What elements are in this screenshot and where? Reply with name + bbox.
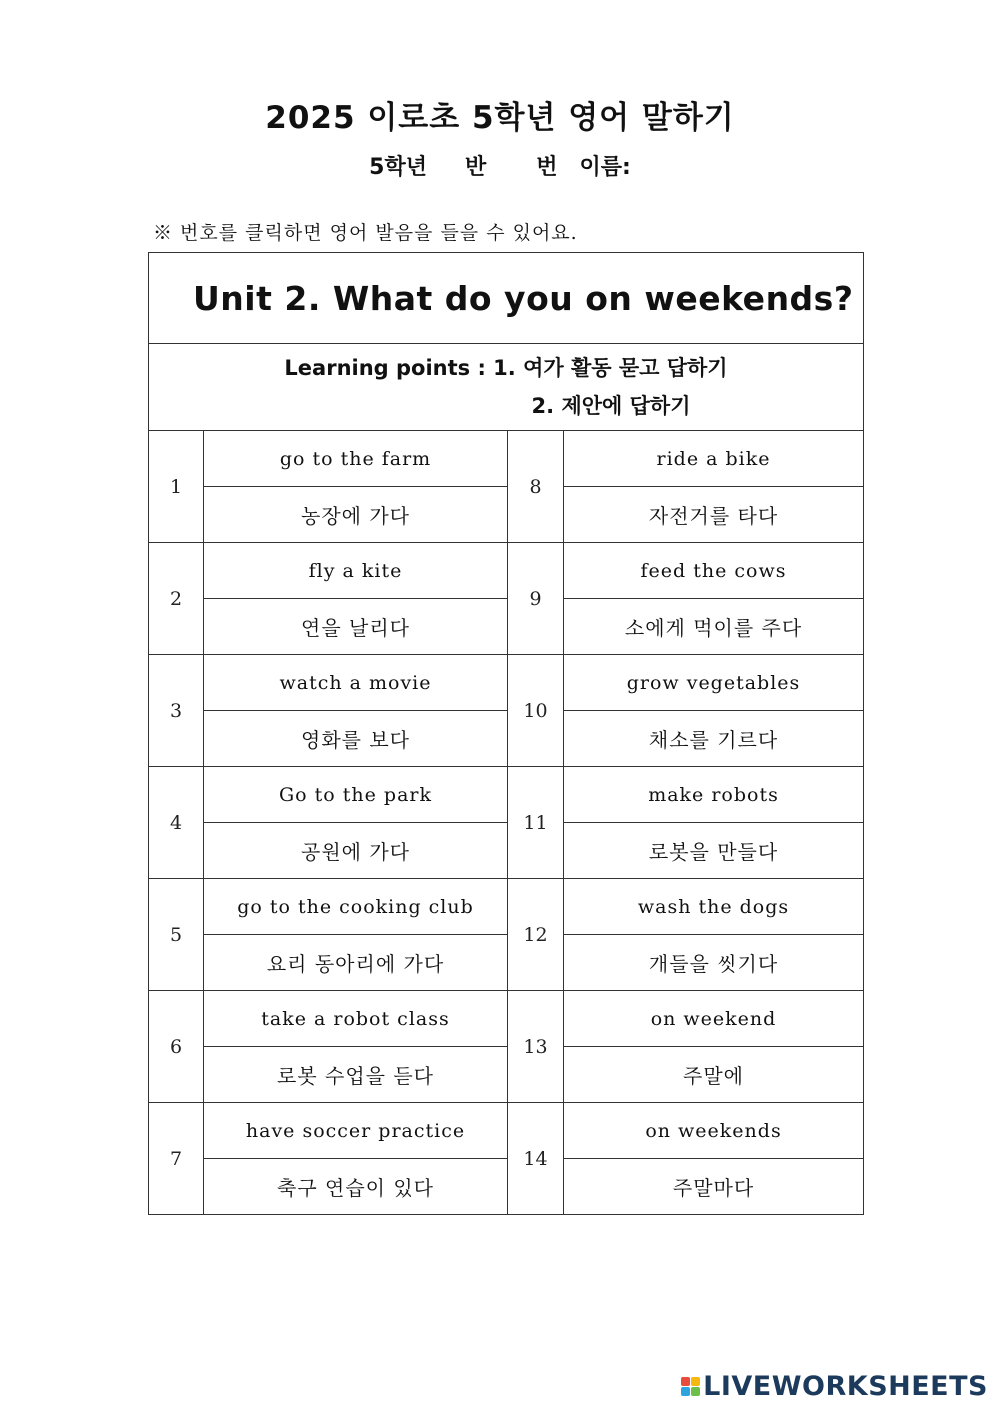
korean-meaning: 공원에 가다 xyxy=(204,823,508,879)
english-phrase: make robots xyxy=(564,767,864,823)
korean-meaning: 로봇 수업을 듣다 xyxy=(204,1047,508,1103)
english-phrase: take a robot class xyxy=(204,991,508,1047)
class-label: 반 xyxy=(464,155,487,180)
unit-header-cell xyxy=(149,253,864,344)
item-number-12[interactable]: 12 xyxy=(508,879,564,991)
english-phrase: feed the cows xyxy=(564,543,864,599)
item-number-11[interactable]: 11 xyxy=(508,767,564,879)
english-phrase: have soccer practice xyxy=(204,1103,508,1159)
table-row xyxy=(149,599,864,655)
korean-meaning: 농장에 가다 xyxy=(204,487,508,543)
korean-meaning: 연을 날리다 xyxy=(204,599,508,655)
english-phrase: ride a bike xyxy=(564,431,864,487)
learning-points-cell xyxy=(149,344,864,431)
english-phrase: wash the dogs xyxy=(564,879,864,935)
korean-meaning: 영화를 보다 xyxy=(204,711,508,767)
table-row xyxy=(149,487,864,543)
item-number-2[interactable]: 2 xyxy=(149,543,204,655)
item-number-5[interactable]: 5 xyxy=(149,879,204,991)
table-row xyxy=(149,711,864,767)
korean-meaning: 주말마다 xyxy=(564,1159,864,1215)
english-phrase: on weekends xyxy=(564,1103,864,1159)
korean-meaning: 로봇을 만들다 xyxy=(564,823,864,879)
item-number-7[interactable]: 7 xyxy=(149,1103,204,1215)
item-number-1[interactable]: 1 xyxy=(149,431,204,543)
korean-meaning: 자전거를 타다 xyxy=(564,487,864,543)
item-number-3[interactable]: 3 xyxy=(149,655,204,767)
learning-points-line-2: 2. 제안에 답하기 xyxy=(531,394,691,418)
korean-meaning: 축구 연습이 있다 xyxy=(204,1159,508,1215)
korean-meaning: 주말에 xyxy=(564,1047,864,1103)
table-row xyxy=(149,1159,864,1215)
logo-mark-icon xyxy=(681,1377,700,1396)
table-row xyxy=(149,935,864,991)
korean-meaning: 요리 동아리에 가다 xyxy=(204,935,508,991)
table-row xyxy=(149,1047,864,1103)
item-number-8[interactable]: 8 xyxy=(508,431,564,543)
item-number-6[interactable]: 6 xyxy=(149,991,204,1103)
table-row xyxy=(149,991,864,1047)
table-row xyxy=(149,823,864,879)
page-title: 2025 이로초 5학년 영어 말하기 xyxy=(265,100,735,136)
english-phrase: grow vegetables xyxy=(564,655,864,711)
table-row xyxy=(149,431,864,487)
table-row xyxy=(149,543,864,599)
english-phrase: Go to the park xyxy=(204,767,508,823)
student-info-line xyxy=(0,150,1000,181)
item-number-4[interactable]: 4 xyxy=(149,767,204,879)
table-row xyxy=(149,879,864,935)
korean-meaning: 소에게 먹이를 주다 xyxy=(564,599,864,655)
grade-label: 5학년 xyxy=(369,155,427,180)
name-label: 이름: xyxy=(579,155,631,180)
english-phrase: watch a movie xyxy=(204,655,508,711)
vocabulary-table xyxy=(148,252,864,1215)
table-row xyxy=(149,1103,864,1159)
english-phrase: on weekend xyxy=(564,991,864,1047)
english-phrase: fly a kite xyxy=(204,543,508,599)
item-number-9[interactable]: 9 xyxy=(508,543,564,655)
liveworksheets-logo xyxy=(681,1371,988,1401)
learning-points-line-1: Learning points : 1. 여가 활동 묻고 답하기 xyxy=(284,356,728,380)
table-row xyxy=(149,655,864,711)
table-row xyxy=(149,767,864,823)
item-number-14[interactable]: 14 xyxy=(508,1103,564,1215)
english-phrase: go to the farm xyxy=(204,431,508,487)
number-label: 번 xyxy=(536,155,558,180)
english-phrase: go to the cooking club xyxy=(204,879,508,935)
korean-meaning: 개들을 씻기다 xyxy=(564,935,864,991)
instruction-note: ※ 번호를 클릭하면 영어 발음을 들을 수 있어요. xyxy=(153,222,578,244)
logo-text: LIVEWORKSHEETS xyxy=(703,1370,988,1402)
unit-title: Unit 2. What do you on weekends? xyxy=(193,278,854,318)
item-number-13[interactable]: 13 xyxy=(508,991,564,1103)
korean-meaning: 채소를 기르다 xyxy=(564,711,864,767)
item-number-10[interactable]: 10 xyxy=(508,655,564,767)
